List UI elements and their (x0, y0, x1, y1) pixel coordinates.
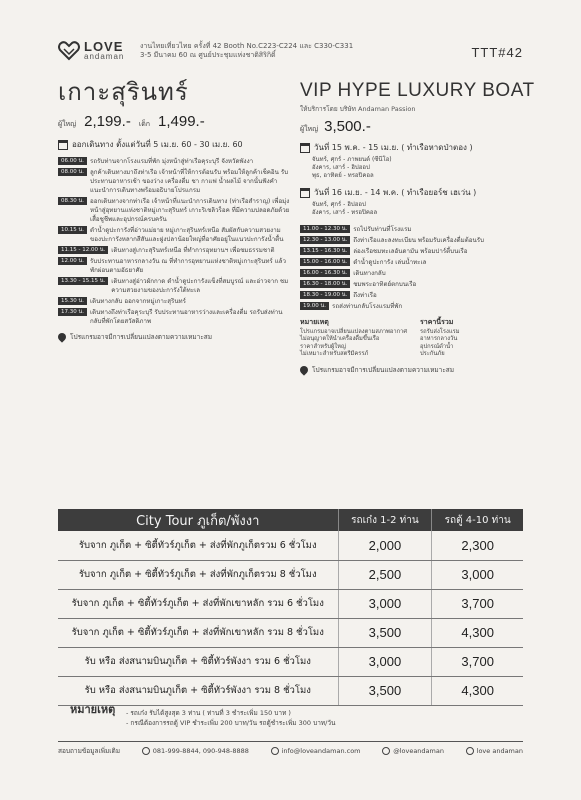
route-cell: รับจาก ภูเก็ต + ซิตี้ทัวร์ภูเก็ต + ส่งที่พักภูเก็ตรวม 6 ชั่วโมง (58, 531, 338, 560)
schedule-row (300, 269, 532, 278)
boat-date1-line: อังคาร, เสาร์ - ฮิปฮอป (312, 164, 370, 171)
schedule-text: เดินทางสู่เกาะสุรินทร์เหนือ ที่ทำการอุทยานฯ เพื่อชมธรรมชาติ (111, 247, 275, 254)
sedan-price: 3,000 (338, 647, 432, 676)
logo-text-bottom: andaman (84, 52, 125, 61)
line-icon (382, 747, 390, 755)
schedule-time: 12.00 น. (58, 257, 87, 265)
line-text: @loveandaman (393, 747, 444, 755)
col-sedan: รถเก๋ง 1-2 ท่าน (338, 509, 432, 531)
heart-logo-icon (58, 41, 80, 61)
remark-line: - กรณีต้องการรถตู้ VIP ชำระเพิ่ม 200 บาท/วัน รถตู้ชำระเพิ่ม 300 บาท/วัน (126, 719, 336, 727)
boat-include: ประกันภัย (420, 351, 445, 357)
van-price: 4,300 (432, 618, 523, 647)
schedule-row (58, 226, 290, 244)
child-label: เด็ก (138, 120, 150, 128)
city-tour-title: City Tour ภูเก็ต/พังงา (58, 509, 338, 531)
boat-price: 3,500.- (324, 118, 371, 135)
boat-adult-label: ผู้ใหญ่ (300, 125, 319, 133)
schedule-time: 17.30 น. (58, 308, 87, 316)
schedule-text: ดำน้ำดูปะการังที่อ่าวแม่ยาย หมู่เกาะสุรินทร์เหนือ สัมผัสกับความสวยงามของปะการังหลากสีสันและฝูงปลาน้อยใหญ่ที่อาศัยอยู่ในแนวปะการังน้ำตื้น (90, 227, 284, 243)
table-row (58, 560, 523, 589)
schedule-time: 16.00 - 16.30 น. (300, 269, 350, 277)
schedule-time: 18.30 - 19.00 น. (300, 291, 350, 299)
route-cell: รับ หรือ ส่งสนามบินภูเก็ต + ซิตี้ทัวร์พังงา รวม 8 ชั่วโมง (58, 676, 338, 705)
remarks-title: หมายเหตุ (70, 704, 116, 716)
schedule-text: รถส่งท่านกลับโรงแรมที่พัก (332, 303, 403, 310)
schedule-time: 13.30 - 15.15 น. (58, 277, 108, 285)
boat-remark: โปรแกรมอาจเปลี่ยนแปลงตามสภาพอากาศ (300, 328, 408, 335)
boat-remark: ไม่เหมาะสำหรับสตรีมีครรภ์ (300, 351, 369, 357)
schedule-text: ลูกค้าเดินทางมาถึงท่าเรือ เจ้าหน้าที่ให้การต้อนรับ พร้อมให้ลูกค้าเช็คอิน รับประทานอาหารเช้า ของว่าง เครื่องดื่ม ชา กาแฟ น้ำผลไม้ จากนั้นฟังคำแนะนำการเดินทางพร้อมอธิบายโปรแกรม (90, 169, 289, 194)
schedule-text: เดินทางกลับ ออกจากหมู่เกาะสุรินทร์ (90, 298, 186, 305)
schedule-row (300, 291, 532, 300)
boat-include: อุปกรณ์ดำน้ำ (420, 343, 454, 350)
schedule-time: 16.30 - 18.00 น. (300, 280, 350, 288)
schedule-row (300, 236, 532, 245)
schedule-text: เดินทางกลับ (353, 270, 386, 277)
calendar-icon (300, 188, 310, 198)
boat-note-text: โปรแกรมอาจมีการเปลี่ยนแปลงตามความเหมาะสม (312, 365, 455, 374)
schedule-text: ออกเดินทางจากท่าเรือ เจ้าหน้าที่แนะนำการเดินทาง (ท่าเรือสำราญ) เพื่อมุ่งหน้าสู่อุทยานแห่งชาติหมู่เกาะสุรินทร์ เกาะริเชลิวร็อค ที่มีความปลอดภัยด้วยเสื้อชูชีพและอุปกรณ์ครบครัน (90, 198, 290, 223)
facebook-text: love andaman (476, 747, 523, 755)
contact-label: สอบถามข้อมูลเพิ่มเติม (58, 747, 121, 755)
boat-date1-line: จันทร์, ศุกร์ - ภาพยนต์ (ซีนีโอ) (312, 156, 392, 163)
schedule-row (58, 246, 290, 255)
table-row (58, 589, 523, 618)
schedule-text: ดำน้ำดูปะการัง เล่นน้ำทะเล (353, 259, 427, 266)
route-cell: รับ หรือ ส่งสนามบินภูเก็ต + ซิตี้ทัวร์พังงา รวม 6 ชั่วโมง (58, 647, 338, 676)
schedule-row (300, 302, 532, 311)
boat-date2-line: จันทร์, ศุกร์ - ฮิปฮอป (312, 201, 366, 208)
remark-line: - รถเก๋ง รับได้สูงสุด 3 ท่าน ( ท่านที่ 3 ชำระเพิ่ม 150 บาท ) (126, 709, 291, 717)
boat-section (300, 80, 535, 375)
schedule-time: 12.30 - 13.00 น. (300, 236, 350, 244)
route-cell: รับจาก ภูเก็ต + ซิตี้ทัวร์ภูเก็ต + ส่งที่พักภูเก็ตรวม 8 ชั่วโมง (58, 560, 338, 589)
schedule-time: 11.15 - 12.00 น. (58, 246, 108, 254)
schedule-row (58, 308, 290, 326)
schedule-row (58, 297, 290, 306)
boat-subtitle: ให้บริการโดย บริษัท Andaman Passion (300, 105, 416, 113)
boat-date1 (300, 141, 532, 154)
boat-include: อาหารกลางวัน (420, 336, 458, 342)
van-price: 3,700 (432, 647, 523, 676)
schedule-row (58, 257, 290, 275)
schedule-time: 06.00 น. (58, 157, 87, 165)
col-van: รถตู้ 4-10 ท่าน (432, 509, 523, 531)
boat-date1-lines (312, 156, 532, 180)
schedule-row (58, 157, 290, 166)
calendar-icon (58, 140, 68, 150)
schedule-time: 15.30 น. (58, 297, 87, 305)
van-price: 3,700 (432, 589, 523, 618)
schedule-text: ถึงท่าเรือและลงทะเบียน พร้อมรับเครื่องดื่มต้อนรับ (353, 237, 484, 244)
surin-schedule (58, 157, 290, 326)
city-tour-table (58, 509, 523, 706)
facebook-icon (466, 747, 474, 755)
sedan-price: 3,500 (338, 676, 432, 705)
boat-includes-title: ราคานี้รวม (420, 318, 454, 326)
email-icon (271, 747, 279, 755)
boat-notes (300, 319, 532, 359)
schedule-row (300, 225, 532, 234)
note-icon (56, 331, 67, 342)
schedule-text: รถรับท่านจากโรงแรมที่พัก มุ่งหน้าสู่ท่าเรือคุระบุรี จังหวัดพังงา (90, 158, 254, 165)
event-info (140, 42, 370, 60)
surin-price-row (58, 113, 290, 130)
logo-text-top: LOVE (84, 39, 124, 54)
surin-section (58, 72, 290, 342)
boat-date2-text: วันที่ 16 เม.ย. - 14 พ.ค. ( ทำเรือยอร์ช เฮเว่น ) (314, 188, 477, 197)
boat-includes (420, 319, 532, 359)
route-cell: รับจาก ภูเก็ต + ซิตี้ทัวร์ภูเก็ต + ส่งที่พักเขาหลัก รวม 6 ชั่วโมง (58, 589, 338, 618)
schedule-row (300, 280, 532, 289)
schedule-row (58, 277, 290, 295)
phone-icon (142, 747, 150, 755)
van-price: 4,300 (432, 676, 523, 705)
schedule-text: รับประทานอาหารกลางวัน ณ ที่ทำการอุทยานแห่งชาติหมู่เกาะสุรินทร์ แล้วพักผ่อนตามอัธยาศัย (90, 258, 286, 274)
schedule-time: 15.00 - 16.00 น. (300, 258, 350, 266)
child-price: 1,499.- (158, 113, 205, 130)
schedule-text: เดินทางสู่อ่าวผักกาด ดำน้ำดูปะการังแข็งที่สมบูรณ์ และอ่าวจาก ชมความสวยงามของปะการังใต้ทะเล (111, 278, 289, 294)
schedule-time: 13.15 - 16.30 น. (300, 247, 350, 255)
schedule-text: ถึงท่าเรือ (353, 292, 377, 299)
boat-remarks (300, 319, 412, 359)
van-price: 2,300 (432, 531, 523, 560)
boat-remark: ไม่อนุญาตให้นำเครื่องดื่มขึ้นเรือ (300, 336, 380, 342)
line-contact[interactable] (382, 746, 444, 756)
surin-title: เกาะสุรินทร์ (58, 78, 189, 106)
sedan-price: 3,000 (338, 589, 432, 618)
adult-price: 2,199.- (84, 113, 131, 130)
contact-footer (58, 741, 523, 756)
phone-text: 081-999-8844, 090-948-8888 (152, 747, 249, 755)
boat-date2-lines (312, 201, 532, 217)
surin-note (58, 332, 290, 342)
schedule-row (58, 168, 290, 195)
calendar-icon (300, 143, 310, 153)
table-header-row (58, 509, 523, 531)
love-andaman-logo (58, 40, 124, 61)
page-code: TTT#42 (471, 45, 523, 60)
schedule-time: 11.00 - 12.30 น. (300, 225, 350, 233)
schedule-row (300, 258, 532, 267)
boat-schedule (300, 225, 532, 311)
boat-date1-line: พุธ, อาทิตย์ - ทรอปิคอล (312, 172, 374, 179)
phone-contact[interactable] (142, 746, 249, 756)
boat-date2 (300, 186, 532, 199)
surin-dates (58, 138, 290, 151)
van-price: 3,000 (432, 560, 523, 589)
schedule-text: ล่องเรือชมทะเลอันดามัน พร้อมปาร์ตี้บนเรือ (353, 248, 468, 255)
table-row (58, 531, 523, 560)
route-cell: รับจาก ภูเก็ต + ซิตี้ทัวร์ภูเก็ต + ส่งที่พักเขาหลัก รวม 8 ชั่วโมง (58, 618, 338, 647)
sedan-price: 3,500 (338, 618, 432, 647)
schedule-text: ชมพระอาทิตย์ตกบนเรือ (353, 281, 417, 288)
schedule-time: 08.30 น. (58, 197, 87, 205)
boat-date1-text: วันที่ 15 พ.ค. - 15 เม.ย. ( ทำเรือหาดป่าตอง ) (314, 143, 473, 152)
adult-label: ผู้ใหญ่ (58, 120, 77, 128)
surin-note-text: โปรแกรมอาจมีการเปลี่ยนแปลงตามความเหมาะสม (70, 333, 213, 341)
facebook-contact[interactable] (466, 746, 523, 756)
schedule-time: 10.15 น. (58, 226, 87, 234)
note-icon (298, 364, 309, 375)
event-info-line2: 3-5 มีนาคม 60 ณ ศูนย์ประชุมแห่งชาติสิริกิติ์ (140, 50, 276, 59)
email-contact[interactable] (271, 746, 361, 756)
boat-note (300, 365, 532, 375)
boat-include: รถรับส่งโรงแรม (420, 328, 460, 335)
email-text: info@loveandaman.com (281, 747, 361, 755)
schedule-text: รถไปรับท่านที่โรงแรม (353, 226, 412, 233)
boat-remarks-title: หมายเหตุ (300, 318, 329, 326)
schedule-row (58, 197, 290, 224)
boat-remark: ราคาสำหรับผู้ใหญ่ (300, 343, 346, 350)
city-tour-remarks (70, 700, 520, 728)
schedule-time: 08.00 น. (58, 168, 87, 176)
event-info-line1: งานไทยเที่ยวไทย ครั้งที่ 42 Booth No.C223-C224 และ C330-C331 (140, 42, 354, 50)
schedule-row (300, 247, 532, 256)
table-row (58, 647, 523, 676)
schedule-time: 19.00 น. (300, 302, 329, 310)
table-row (58, 618, 523, 647)
schedule-text: เดินทางถึงท่าเรือคุระบุรี รับประทานอาหารว่างและเครื่องดื่ม รถรับส่งท่านกลับที่พักโดยสวัสดิภาพ (90, 309, 283, 325)
surin-dates-text: ออกเดินทาง ตั้งแต่วันที่ 5 เม.ย. 60 - 30 เม.ย. 60 (72, 140, 243, 149)
boat-price-row (300, 118, 532, 135)
boat-date2-line: อังคาร, เสาร์ - ทรอปิคอล (312, 209, 378, 216)
boat-title: VIP HYPE LUXURY BOAT (300, 80, 535, 101)
sedan-price: 2,000 (338, 531, 432, 560)
sedan-price: 2,500 (338, 560, 432, 589)
